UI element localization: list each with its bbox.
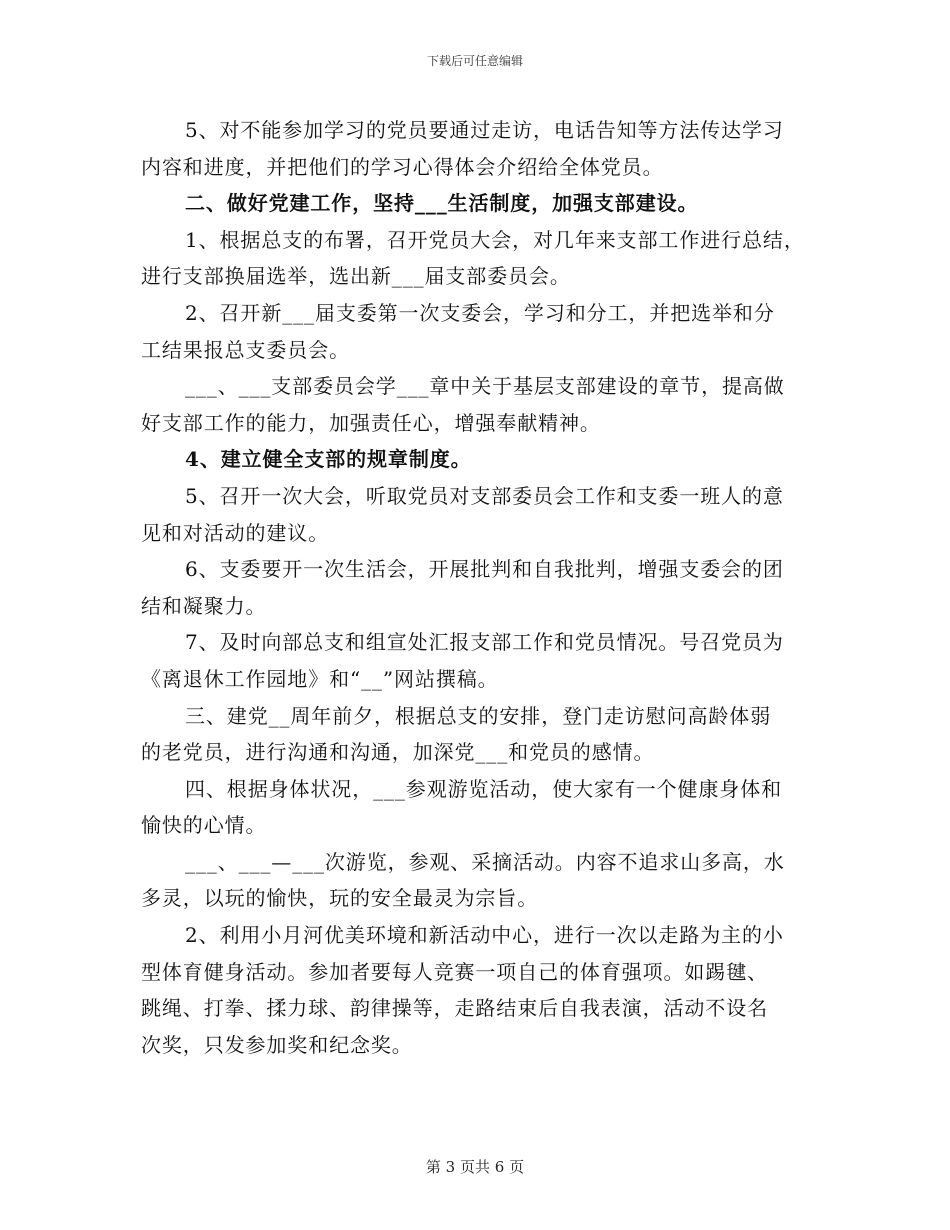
paragraph	[141, 478, 813, 551]
page-header: 下载后可任意编辑	[426, 54, 523, 68]
paragraph-line: 1、根据总支的布署，召开党员大会，对几年来支部工作进行总结，	[185, 227, 805, 252]
paragraph-line: 进行支部换届选举，选出新___届支部委员会。	[141, 264, 571, 289]
paragraph-line: 2、召开新___届支委第一次支委会，学习和分工，并把选举和分	[185, 300, 775, 325]
paragraph	[141, 185, 813, 222]
paragraph	[141, 844, 813, 917]
paragraph	[141, 698, 813, 771]
paragraph-line: 二、做好党建工作，坚持___生活制度，加强支部建设。	[185, 191, 699, 216]
paragraph-line: ___、___支部委员会学___章中关于基层支部建设的章节，提高做	[185, 374, 785, 399]
paragraph-line: 的老党员，进行沟通和沟通，加深党___和党员的感情。	[141, 740, 655, 765]
paragraph-line: 工结果报总支委员会。	[141, 337, 350, 362]
paragraph-line: ___、___—___次游览，参观、采摘活动。内容不追求山多高，水	[185, 849, 785, 874]
paragraph-line: 4、建立健全支部的规章制度。	[185, 447, 472, 472]
paragraph	[141, 917, 813, 1063]
paragraph	[141, 112, 813, 185]
paragraph	[141, 441, 813, 478]
paragraph	[141, 222, 813, 295]
paragraph-line: 《离退休工作园地》和“__”网站撰稿。	[141, 666, 499, 691]
paragraph-line: 内容和进度，并把他们的学习心得体会介绍给全体党员。	[141, 154, 664, 179]
paragraph-line: 四、根据身体状况，___参观游览活动，使大家有一个健康身体和	[185, 776, 782, 801]
paragraph-line: 跳绳、打拳、揉力球、韵律操等，走路结束后自我表演，活动不设名	[141, 996, 768, 1021]
page-footer: 第 3 页共 6 页	[425, 1158, 525, 1176]
paragraph-line: 5、召开一次大会，听取党员对支部委员会工作和支委一班人的意	[185, 483, 784, 508]
paragraph-line: 6、支委要开一次生活会，开展批判和自我批判，增强支委会的团	[185, 557, 784, 582]
paragraph	[141, 368, 813, 441]
paragraph-line: 型体育健身活动。参加者要每人竞赛一项自己的体育强项。如踢毽、	[141, 959, 768, 984]
paragraph-line: 见和对活动的建议。	[141, 520, 330, 545]
paragraph-line: 愉快的心情。	[141, 813, 267, 838]
paragraph-line: 好支部工作的能力，加强责任心，增强奉献精神。	[141, 410, 601, 435]
paragraph-line: 多灵，以玩的愉快，玩的安全最灵为宗旨。	[141, 886, 539, 911]
paragraph	[141, 624, 813, 697]
paragraph	[141, 295, 813, 368]
paragraph-line: 2、利用小月河优美环境和新活动中心，进行一次以走路为主的小	[185, 923, 784, 948]
paragraph-line: 结和凝聚力。	[141, 593, 267, 618]
paragraph-line: 5、对不能参加学习的党员要通过走访，电话告知等方法传达学习	[185, 118, 784, 142]
paragraph-line: 7、及时向部总支和组宣处汇报支部工作和党员情况。号召党员为	[185, 630, 784, 655]
paragraph-line: 次奖，只发参加奖和纪念奖。	[141, 1032, 413, 1057]
paragraph	[141, 771, 813, 844]
document-body	[141, 112, 813, 1063]
paragraph-line: 三、建党__周年前夕，根据总支的安排，登门走访慰问高龄体弱	[185, 703, 772, 728]
paragraph	[141, 551, 813, 624]
